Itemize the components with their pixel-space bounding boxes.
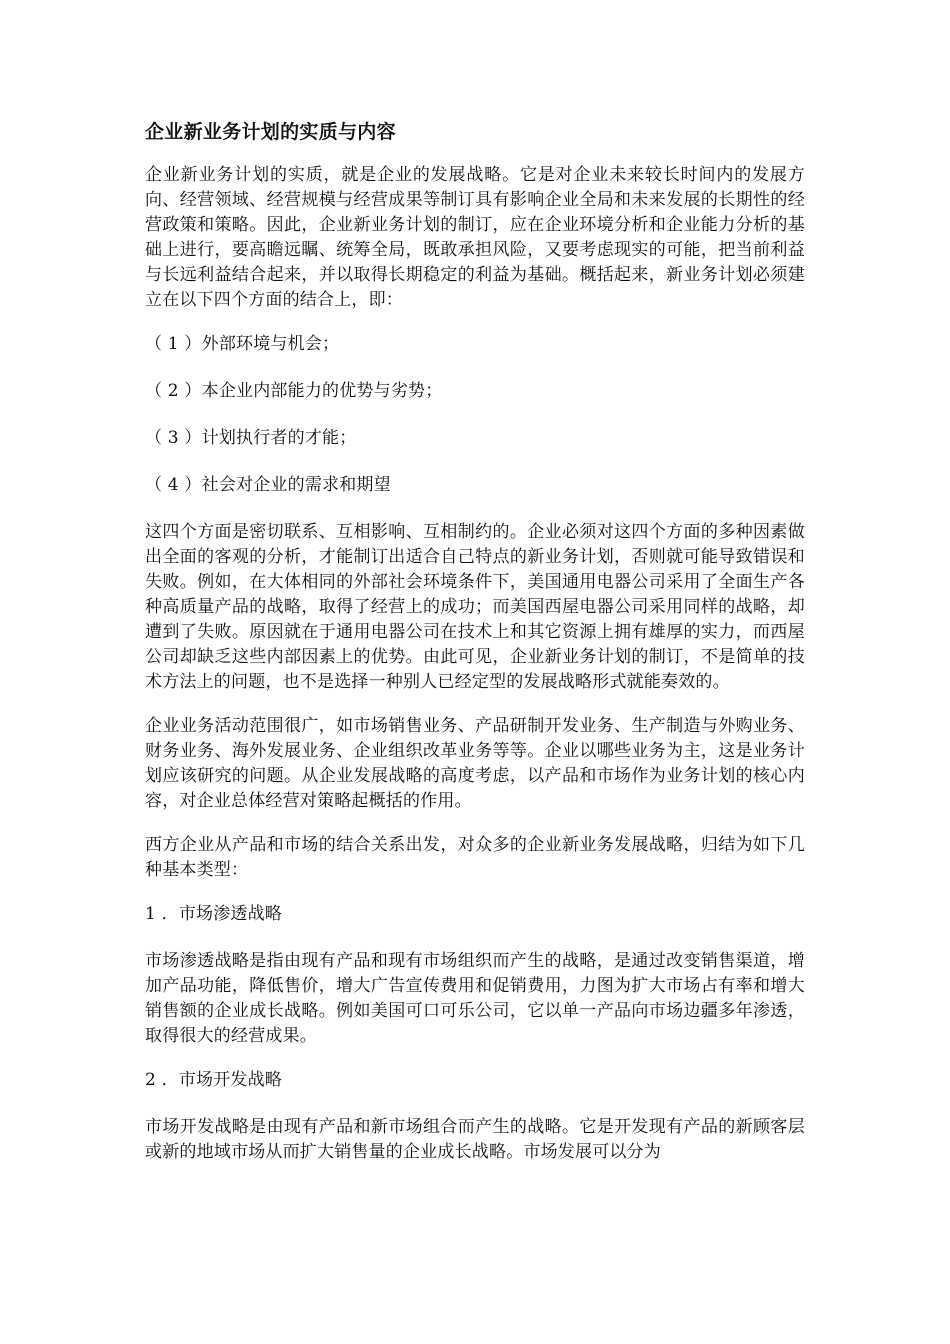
paragraph-business-scope: 企业业务活动范围很广，如市场销售业务、产品研制开发业务、生产制造与外购业务、财务业务、海外发展业务、企业组织改革业务等等。企业以哪些业务为主，这是业务计划应该研究的问题。从企业发展战略的高度考虑，以产品和市场作为业务计划的核心内容，对企业总体经营对策略起概括的作用。 bbox=[145, 716, 805, 811]
document-page bbox=[145, 118, 805, 1184]
paragraph-intro: 企业新业务计划的实质，就是企业的发展战略。它是对企业未来较长时间内的发展方向、经营领域、经营规模与经营成果等制订具有影响企业全局和未来发展的长期性的经营政策和策略。因此，企业新业务计划的制订，应在企业环境分析和企业能力分析的基础上进行，要高瞻远瞩、统筹全局，既敢承担风险，又要考虑现实的可能，把当前利益与长远利益结合起来，并以取得长期稳定的利益为基础。概括起来，新业务计划必须建立在以下四个方面的结合上，即： bbox=[145, 165, 805, 310]
list-item-3: （ 3 ）计划执行者的才能； bbox=[145, 428, 357, 448]
section-heading-market-development: 2 ．市场开发战略 bbox=[145, 1070, 283, 1090]
list-item-4: （ 4 ）社会对企业的需求和期望 bbox=[145, 475, 391, 495]
paragraph-analysis: 这四个方面是密切联系、互相影响、互相制约的。企业必须对这四个方面的多种因素做出全面的客观的分析，才能制订出适合自己特点的新业务计划，否则就可能导致错误和失败。例如，在大体相同的外部社会环境条件下，美国通用电器公司采用了全面生产各种高质量产品的战略，取得了经营上的成功；而美国西屋电器公司采用同样的战略，却遭到了失败。原因就在于通用电器公司在技术上和其它资源上拥有雄厚的实力，而西屋公司却缺乏这些内部因素上的优势。由此可见，企业新业务计划的制订，不是简单的技术方法上的问题，也不是选择一种别人已经定型的发展战略形式就能奏效的。 bbox=[145, 522, 805, 692]
list-item-1: （ 1 ）外部环境与机会； bbox=[145, 334, 340, 354]
document-title: 企业新业务计划的实质与内容 bbox=[145, 121, 396, 143]
section-heading-market-penetration: 1 ．市场渗透战略 bbox=[145, 904, 283, 924]
paragraph-market-development: 市场开发战略是由现有产品和新市场组合而产生的战略。它是开发现有产品的新顾客层或新的地域市场从而扩大销售量的企业成长战略。市场发展可以分为 bbox=[145, 1117, 805, 1162]
paragraph-market-penetration: 市场渗透战略是指由现有产品和现有市场组织而产生的战略，是通过改变销售渠道，增加产品功能，降低售价，增大广告宣传费用和促销费用，力图为扩大市场占有率和增大销售额的企业成长战略。例如美国可口可乐公司，它以单一产品向市场边疆多年渗透，取得很大的经营成果。 bbox=[145, 951, 805, 1046]
paragraph-strategy-types: 西方企业从产品和市场的结合关系出发，对众多的企业新业务发展战略，归结为如下几种基本类型： bbox=[145, 835, 805, 880]
list-item-2: （ 2 ）本企业内部能力的优势与劣势； bbox=[145, 381, 443, 401]
